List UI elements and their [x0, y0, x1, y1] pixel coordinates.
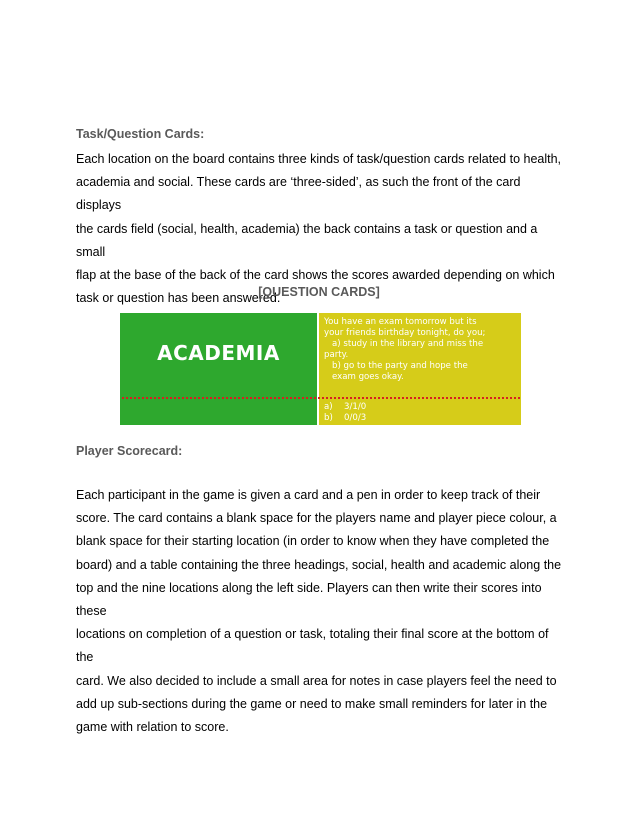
card-front-panel [120, 313, 317, 425]
paragraph-line: score. The card contains a blank space for the players name and player piece colour, a [76, 511, 557, 526]
scorecard-paragraph [76, 484, 566, 739]
question-card-image [120, 313, 521, 425]
paragraph-line: add up sub-sections during the game or need to make small reminders for later in the [76, 696, 548, 711]
paragraph-line: blank space for their starting location (in order to know when they have completed the [76, 534, 550, 549]
card-score-flap [324, 402, 366, 424]
paragraph-line: board) and a table containing the three headings, social, health and academic along the [76, 557, 562, 572]
score-value: 0/0/3 [344, 413, 367, 423]
paragraph-line: the cards field (social, health, academia) the back contains a task or question and a small [76, 221, 538, 259]
paragraph-line: Each location on the board contains three kinds of task/question cards related to health, [76, 152, 562, 166]
section-heading-player-scorecard: Player Scorecard: [76, 444, 183, 458]
card-back-panel [319, 313, 521, 425]
card-question [324, 317, 520, 383]
option-b-cont: exam goes okay. [332, 372, 404, 382]
paragraph-line: task or question has been answered. [76, 291, 281, 306]
card-field-title: ACADEMIA [157, 341, 280, 365]
option-a: a) study in the library and miss the [332, 339, 484, 349]
paragraph-line: Each participant in the game is given a card and a pen in order to keep track of their [76, 488, 541, 502]
paragraph-line: top and the nine locations along the left side. Players can then write their scores into these [76, 580, 542, 619]
paragraph-line: academia and social. These cards are ‘three-sided’, as such the front of the card displays [76, 175, 521, 213]
section-heading-task-cards: Task/Question Cards: [76, 127, 205, 141]
score-value: 3/1/0 [344, 402, 367, 412]
paragraph-line: card. We also decided to include a small area for notes in case players feel the need to [76, 673, 557, 688]
paragraph-line: game with relation to score. [76, 720, 229, 735]
flap-fold-line [122, 397, 520, 399]
score-row-b [324, 413, 366, 424]
score-row-a [324, 402, 366, 413]
paragraph-line: flap at the base of the back of the card shows the scores awarded depending on which [76, 268, 555, 283]
question-line: You have an exam tomorrow but its [324, 317, 477, 327]
question-line: your friends birthday tonight, do you; [324, 328, 486, 338]
option-a-cont: party. [324, 350, 349, 360]
score-label: b) [324, 413, 333, 423]
figure-caption: [QUESTION CARDS] [258, 285, 380, 299]
paragraph-line: locations on completion of a question or task, totaling their final score at the bottom of the [76, 627, 549, 665]
score-label: a) [324, 402, 333, 412]
option-b: b) go to the party and hope the [332, 361, 468, 371]
